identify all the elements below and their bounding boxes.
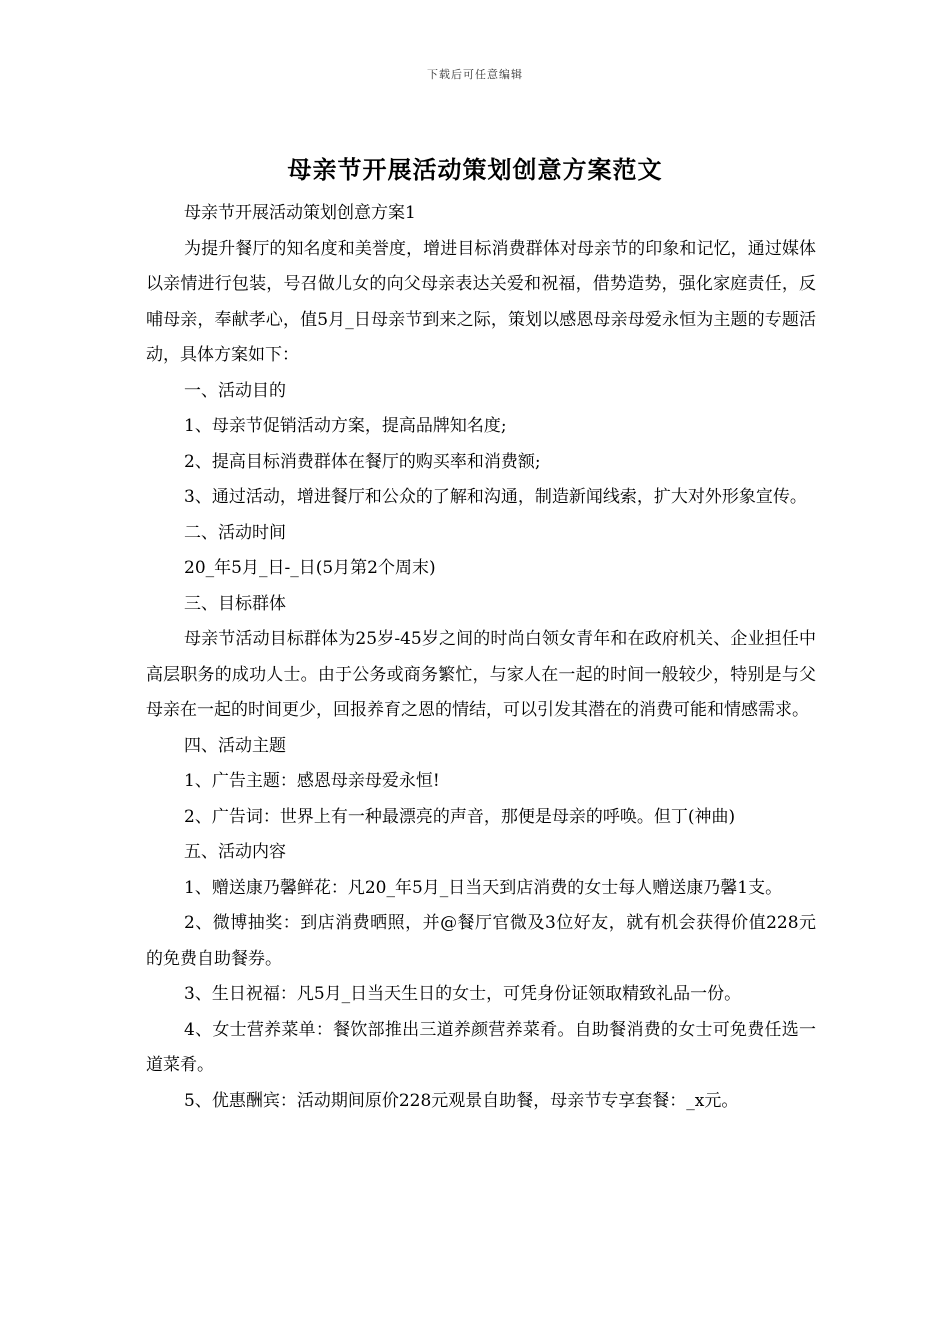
list-item: 1、母亲节促销活动方案，提高品牌知名度; <box>184 416 507 436</box>
list-item: 4、女士营养菜单：餐饮部推出三道养颜营养菜肴。自助餐消费的女士可免费任选一道菜肴。 <box>146 1019 816 1075</box>
section-heading: 五、活动内容 <box>184 842 286 862</box>
list-item: 2、微博抽奖：到店消费晒照，并@餐厅官微及3位好友，就有机会获得价值228元的免费自助餐券。 <box>146 913 816 969</box>
list-item: 3、生日祝福：凡5月_日当天生日的女士，可凭身份证领取精致礼品一份。 <box>184 984 742 1004</box>
section-heading: 一、活动目的 <box>184 380 286 401</box>
section-heading: 三、目标群体 <box>184 593 286 614</box>
paragraph: 母亲节开展活动策划创意方案1 <box>184 203 416 223</box>
list-item: 5、优惠酬宾：活动期间原价228元观景自助餐，母亲节专享套餐：_x元。 <box>184 1090 739 1111</box>
section-heading: 二、活动时间 <box>184 522 286 543</box>
list-item: 1、赠送康乃馨鲜花：凡20_年5月_日当天到店消费的女士每人赠送康乃馨1支。 <box>184 877 783 898</box>
document-title: 母亲节开展活动策划创意方案范文 <box>287 155 663 184</box>
list-item: 3、通过活动，增进餐厅和公众的了解和沟通，制造新闻线索，扩大对外形象宣传。 <box>184 487 807 507</box>
document-body <box>146 196 816 1119</box>
section-heading: 四、活动主题 <box>184 735 286 756</box>
paragraph: 20_年5月_日-_日(5月第2个周末) <box>184 558 436 578</box>
header-note: 下载后可任意编辑 <box>427 68 523 81</box>
list-item: 2、提高目标消费群体在餐厅的购买率和消费额; <box>184 451 541 472</box>
list-item: 1、广告主题：感恩母亲母爱永恒! <box>184 771 440 791</box>
paragraph: 母亲节活动目标群体为25岁-45岁之间的时尚白领女青年和在政府机关、企业担任中高层职务的成功人士。由于公务或商务繁忙，与家人在一起的时间一般较少，特别是与父母亲在一起的时间更少，回报养育之恩的情结，可以引发其潜在的消费可能和情感需求。 <box>146 629 816 720</box>
list-item: 2、广告词：世界上有一种最漂亮的声音，那便是母亲的呼唤。但丁(神曲) <box>184 806 736 827</box>
paragraph: 为提升餐厅的知名度和美誉度，增进目标消费群体对母亲节的印象和记忆，通过媒体以亲情进行包装，号召做儿女的向父母亲表达关爱和祝福，借势造势，强化家庭责任，反哺母亲，奉献孝心，值5月_日母亲节到来之际，策划以感恩母亲母爱永恒为主题的专题活动，具体方案如下： <box>146 238 816 365</box>
